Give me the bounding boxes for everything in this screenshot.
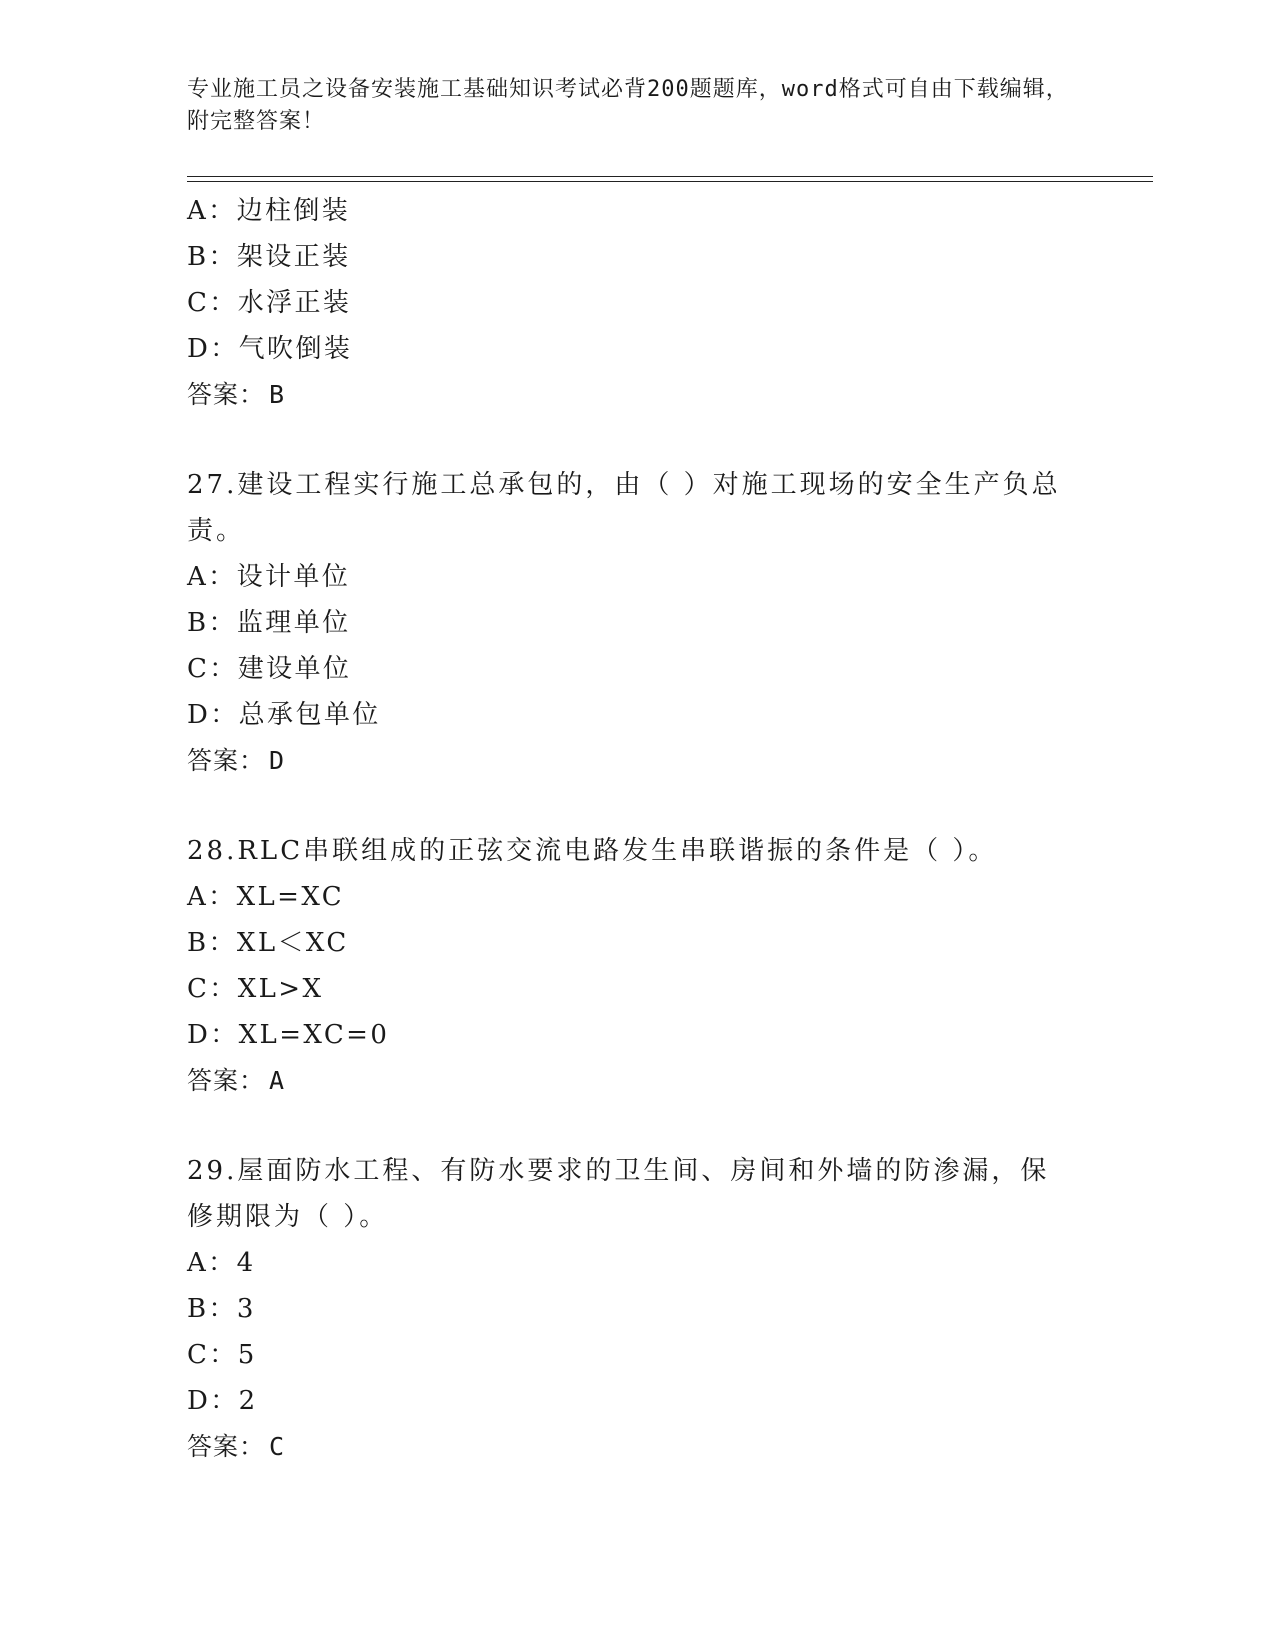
option-c: C：XL>X [187,974,324,1004]
header-divider-bottom [187,181,1153,182]
option-b: B：监理单位 [187,608,351,638]
option-c: C：水浮正装 [187,288,352,318]
answer-line [187,1058,1087,1104]
question-stem: 28.RLC串联组成的正弦交流电路发生串联谐振的条件是（ ）。 [187,836,998,866]
answer-line [187,738,1087,784]
option-d: D：2 [187,1386,258,1416]
option-a: A：XL=XC [187,882,345,912]
option-b: B：架设正装 [187,242,351,272]
answer-line [187,372,1087,418]
question-block-29 [187,1148,1087,1470]
answer-label: 答案： [187,746,266,775]
option-a: A：设计单位 [187,562,351,592]
answer-value: B [269,380,286,409]
header-divider-top [187,176,1153,177]
option-a: A：4 [187,1248,256,1278]
option-d: D：XL=XC=0 [187,1020,390,1050]
question-stem: 27.建设工程实行施工总承包的，由（ ）对施工现场的安全生产负总责。 [187,470,1061,546]
answer-line [187,1424,1087,1470]
document-header: 专业施工员之设备安装施工基础知识考试必背200题题库，word格式可自由下载编辑，附完整答案！ [187,77,1069,134]
option-b: B：XL＜XC [187,928,349,958]
answer-label: 答案： [187,1066,266,1095]
option-a: A：边柱倒装 [187,196,351,226]
question-block-28 [187,828,1087,1104]
question-stem: 29.屋面防水工程、有防水要求的卫生间、房间和外墙的防渗漏，保修期限为（ ）。 [187,1156,1050,1232]
answer-value: C [269,1432,286,1461]
answer-label: 答案： [187,1432,266,1461]
option-d: D：气吹倒装 [187,334,353,364]
option-c: C：建设单位 [187,654,352,684]
option-d: D：总承包单位 [187,700,381,730]
option-c: C：5 [187,1340,257,1370]
question-list [187,188,1087,1470]
answer-value: D [269,746,286,775]
answer-value: A [269,1066,286,1095]
option-b: B：3 [187,1294,256,1324]
answer-label: 答案： [187,380,266,409]
question-block-27 [187,462,1087,784]
question-block-26 [187,188,1087,418]
